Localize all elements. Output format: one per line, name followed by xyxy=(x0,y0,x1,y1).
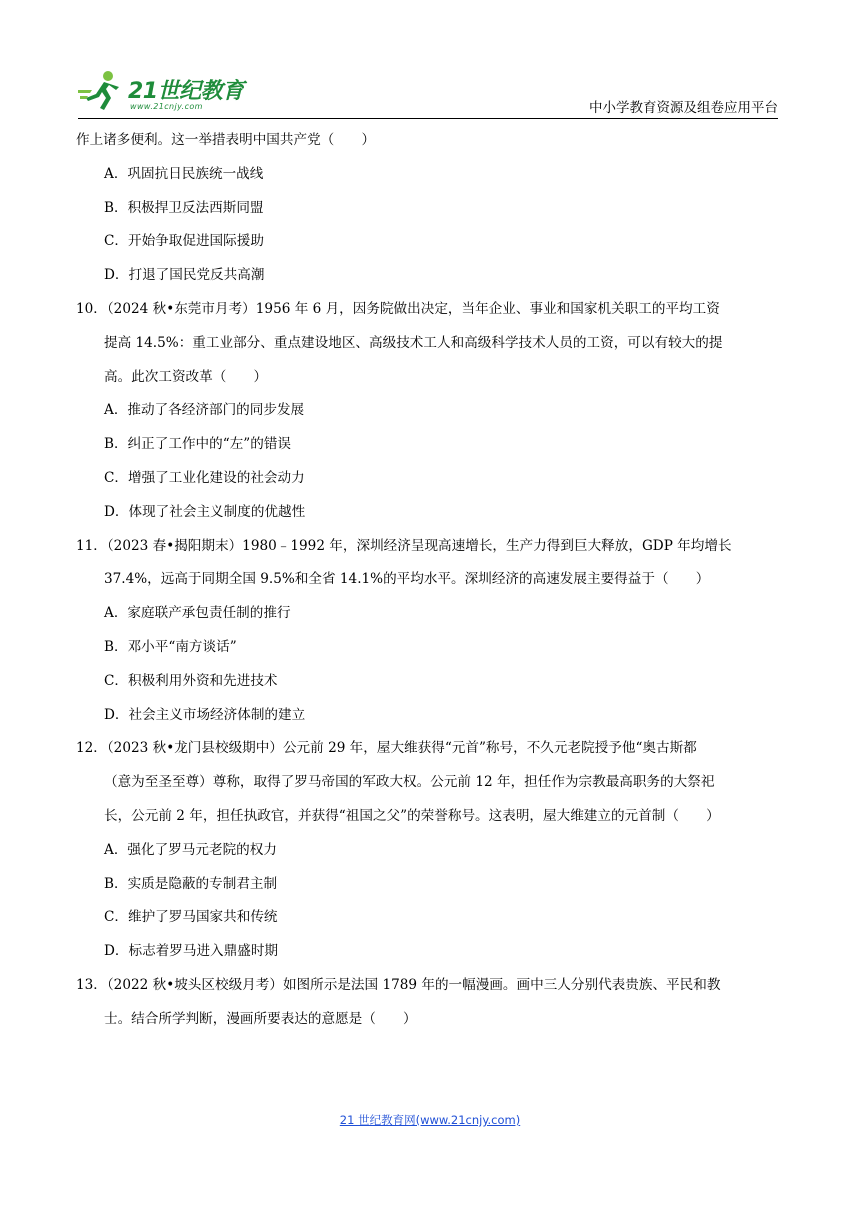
question-12-stem-cont: （意为至圣至尊）尊称，取得了罗马帝国的军政大权。公元前 12 年，担任作为宗教最高职务的大祭祀 xyxy=(104,774,715,791)
question-12-stem-cont: 长，公元前 2 年，担任执政官，并获得“祖国之父”的荣誉称号。这表明，屋大维建立的元首制（ ） xyxy=(104,807,720,824)
option-line: D．社会主义市场经济体制的建立 xyxy=(104,706,306,723)
footer-link[interactable]: 21 世纪教育网(www.21cnjy.com) xyxy=(339,1113,521,1127)
option-line: B．纠正了工作中的“左”的错误 xyxy=(104,436,292,453)
option-line: C．开始争取促进国际援助 xyxy=(104,233,264,250)
header-divider xyxy=(78,118,778,119)
option-line: B．邓小平“南方谈话” xyxy=(104,638,237,655)
question-10-stem-cont: 提高 14.5%：重工业部分、重点建设地区、高级技术工人和高级科学技术人员的工资，可以有较大的提 xyxy=(104,334,723,351)
option-line: A．推动了各经济部门的同步发展 xyxy=(104,402,305,419)
option-line: D．打退了国民党反共高潮 xyxy=(104,267,265,284)
page-footer xyxy=(0,1112,860,1128)
question-content xyxy=(76,124,780,1037)
option-line: D．标志着罗马进入鼎盛时期 xyxy=(104,943,279,960)
option-line: C．维护了罗马国家共和传统 xyxy=(104,909,278,926)
option-line: B．积极捍卫反法西斯同盟 xyxy=(104,199,264,216)
question-10-stem-cont: 高。此次工资改革（ ） xyxy=(104,368,268,385)
logo-url: www.21cnjy.com xyxy=(130,102,203,111)
question-13-stem-cont: 士。结合所学判断，漫画所要表达的意愿是（ ） xyxy=(104,1010,417,1027)
question-11-stem-cont: 37.4%，远高于同期全国 9.5%和全省 14.1%的平均水平。深圳经济的高速发展主要得益于（ ） xyxy=(104,571,710,588)
option-line: A．强化了罗马元老院的权力 xyxy=(104,841,277,858)
option-line: B．实质是隐蔽的专制君主制 xyxy=(104,875,278,892)
logo xyxy=(78,68,268,116)
question-13-stem: 13．（2022 秋•坡头区校级月考）如图所示是法国 1789 年的一幅漫画。画中三人分别代表贵族、平民和教 xyxy=(76,976,721,993)
option-line: A．巩固抗日民族统一战线 xyxy=(104,165,264,182)
platform-title: 中小学教育资源及组卷应用平台 xyxy=(589,100,778,116)
text-line: 作上诸多便利。这一举措表明中国共产党（ ） xyxy=(76,132,376,148)
option-line: A．家庭联产承包责任制的推行 xyxy=(104,605,291,622)
logo-text: 21世纪教育 xyxy=(128,79,244,104)
question-11-stem: 11．（2023 春•揭阳期末）1980﹣1992 年，深圳经济呈现高速增长，生产力得到巨大释放，GDP 年均增长 xyxy=(76,537,732,554)
option-line: D．体现了社会主义制度的优越性 xyxy=(104,503,306,520)
option-line: C．积极利用外资和先进技术 xyxy=(104,672,278,689)
page-header xyxy=(78,62,778,118)
option-line: C．增强了工业化建设的社会动力 xyxy=(104,469,305,486)
question-12-stem: 12．（2023 秋•龙门县校级期中）公元前 29 年，屋大维获得“元首”称号，不久元老院授予他“奥古斯都 xyxy=(76,740,697,757)
question-10-stem: 10．（2024 秋•东莞市月考）1956 年 6 月，因务院做出决定，当年企业、事业和国家机关职工的平均工资 xyxy=(76,300,720,317)
runner-logo-icon xyxy=(78,68,126,112)
